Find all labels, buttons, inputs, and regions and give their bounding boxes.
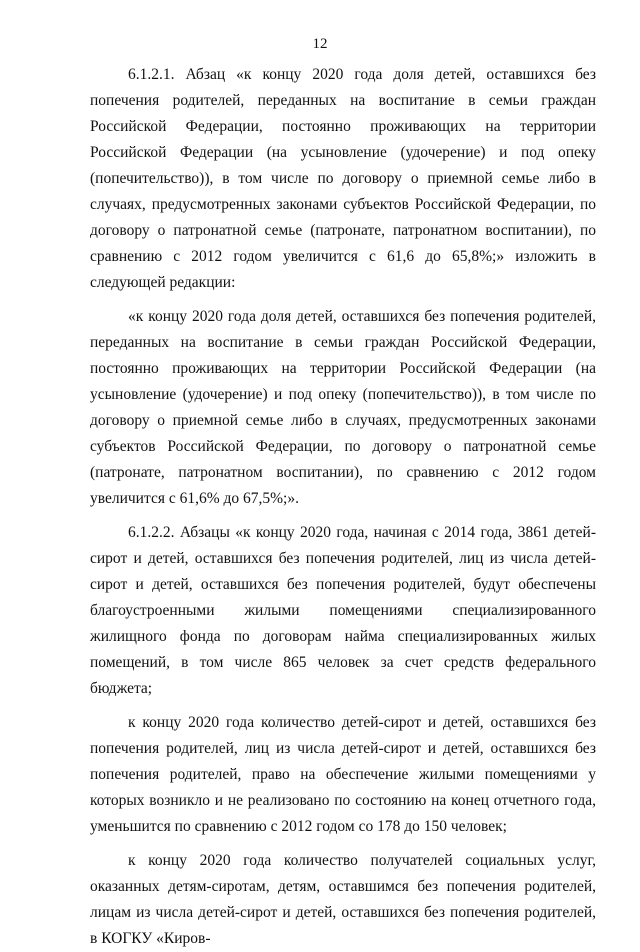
paragraph-6-1-2-2: 6.1.2.2. Абзацы «к концу 2020 года, начиная с 2014 года, 3861 детей-сирот и детей, оставшихся без попечения родителей, лиц из числа детей-сирот и детей, оставшихся без попечения родителей, будут обеспечены благоустроенными жилыми помещениями специализированного жилищного фонда по договорам найма специализированных жилых помещений, в том числе 865 человек за счет средств федерального бюджета;: [90, 524, 596, 697]
paragraph-6-1-2-1: 6.1.2.1. Абзац «к концу 2020 года доля детей, оставшихся без попечения родителей, переданных на воспитание в семьи граждан Российской Федерации, постоянно проживающих на территории Российской Федерации (на усыновление (удочерение) и под опеку (попечительство)), в том числе по договору о приемной семье либо в случаях, предусмотренных законами субъектов Российской Федерации, по договору о патронатной семье (патронате, патронатном воспитании), по сравнению с 2012 годом увеличится с 61,6 до 65,8%;» изложить в следующей редакции:: [90, 66, 596, 291]
document-body: [90, 62, 596, 952]
paragraph-social-services: к концу 2020 года количество получателей социальных услуг, оказанных детям-сиротам, детям, оставшимся без попечения родителей, лицам из числа детей-сирот и детей, оставшихся без попечения родителей, в КОГКУ «Киров-: [90, 852, 596, 947]
paragraph-orphans-housing: к концу 2020 года количество детей-сирот и детей, оставшихся без попечения родителей, лиц из числа детей-сирот и детей, оставшихся без попечения родителей, право на обеспечение жилыми помещениями у которых возникло и не реализовано по состоянию на конец отчетного года, уменьшится по сравнению с 2012 годом со 178 до 150 человек;: [90, 714, 596, 835]
page-number: 12: [312, 36, 328, 52]
paragraph-new-wording: «к концу 2020 года доля детей, оставшихся без попечения родителей, переданных на воспитание в семьи граждан Российской Федерации, постоянно проживающих на территории Российской Федерации (на усыновление (удочерение) и под опеку (попечительство)), в том числе по договору о приемной семье либо в случаях, предусмотренных законами субъектов Российской Федерации, по договору о патронатной семье (патронате, патронатном воспитании), по сравнению с 2012 годом увеличится с 61,6% до 67,5%;».: [90, 308, 596, 507]
